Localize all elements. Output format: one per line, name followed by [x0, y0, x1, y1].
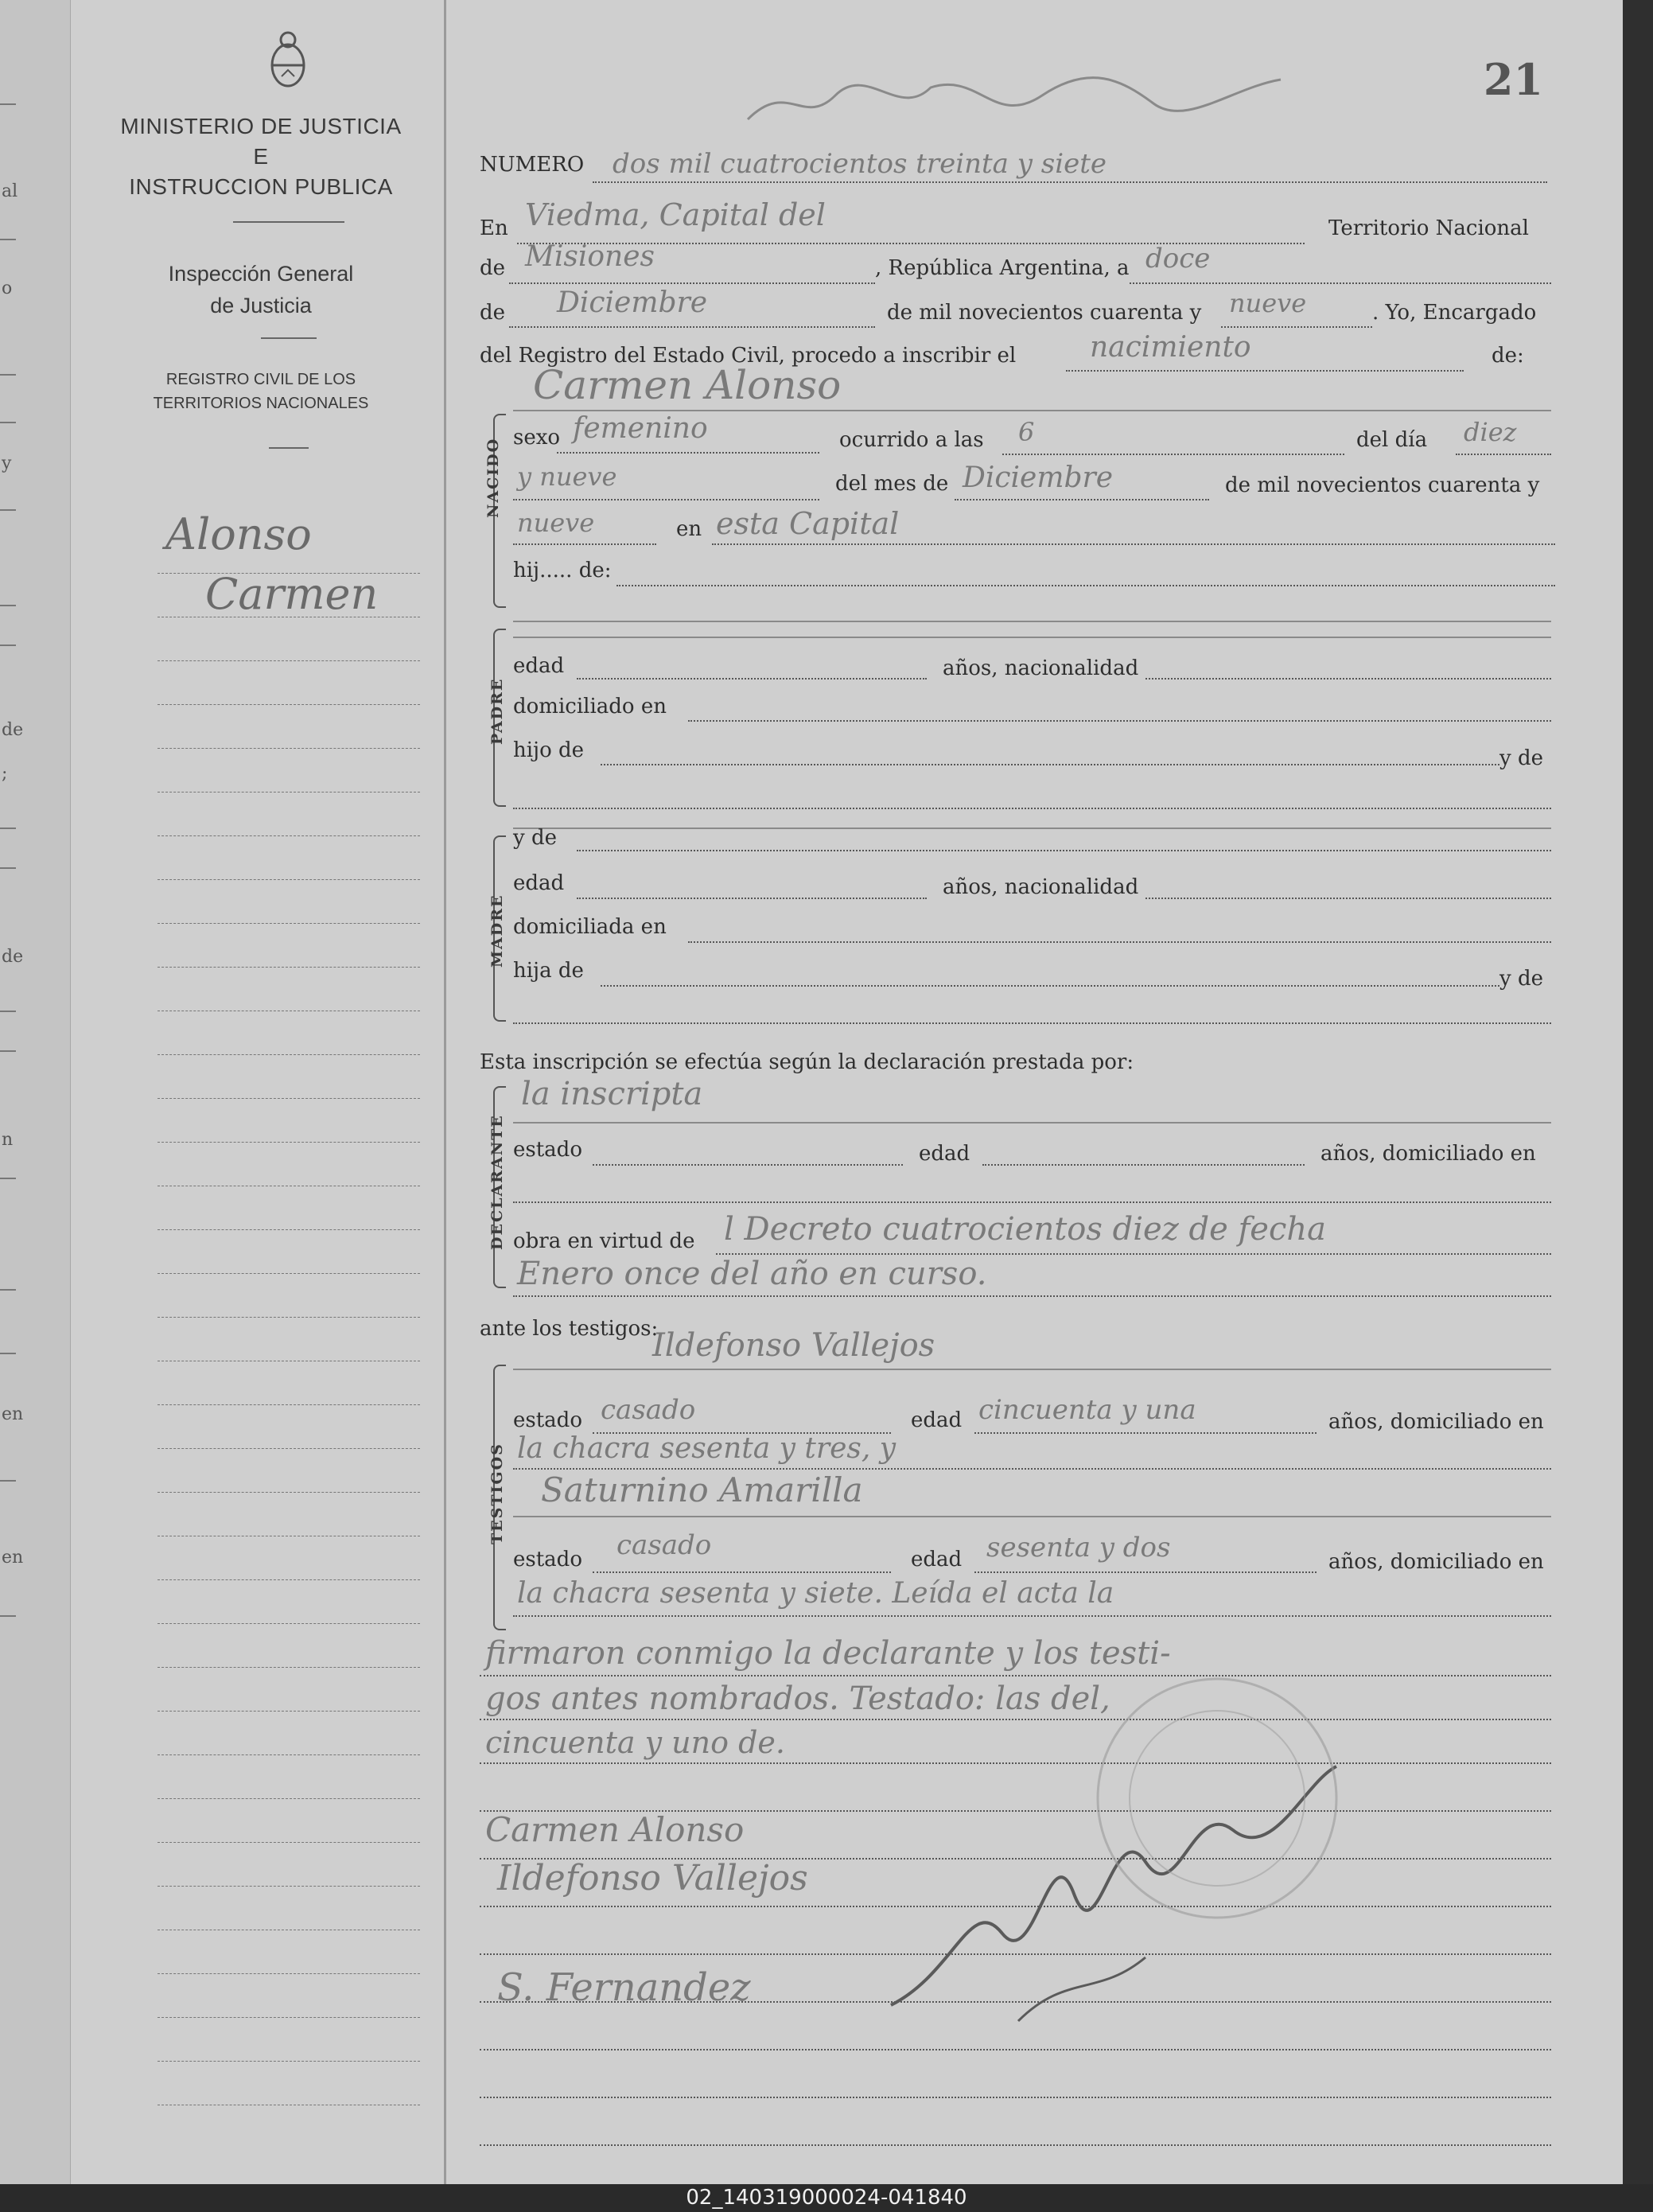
- mil-label: de mil novecientos cuarenta y: [1225, 473, 1540, 497]
- sexo-label: sexo: [513, 426, 561, 450]
- margin-given-name: Carmen: [205, 569, 379, 619]
- adjacent-page-fragment: en: [2, 1404, 24, 1424]
- t1-estado-value: casado: [601, 1394, 696, 1426]
- del-mes-label: del mes de: [835, 472, 949, 496]
- mes-value-nacido: Diciembre: [963, 461, 1114, 494]
- adjacent-page-fragment: n: [2, 1130, 14, 1150]
- lugar-value: esta Capital: [716, 506, 900, 541]
- declarante-anios-label: años, domiciliado en: [1320, 1142, 1536, 1166]
- republica-label: , República Argentina, a: [875, 256, 1130, 280]
- declaracion-label: Esta inscripción se efectúa según la declaración prestada por:: [480, 1050, 1134, 1074]
- hij-label: hij..... de:: [513, 559, 612, 582]
- hora-value: 6: [1018, 417, 1035, 447]
- adjacent-page-fragment: ;: [2, 764, 8, 784]
- padre-anios-label: años, nacionalidad: [943, 656, 1139, 680]
- madre-section-label: MADRE: [488, 894, 506, 968]
- madre-hija-label: hija de: [513, 959, 584, 983]
- adjacent-page-fragment: al: [2, 181, 18, 201]
- page-number: 21: [1483, 54, 1543, 105]
- signature-testigo-2: S. Fernandez: [497, 1965, 751, 2010]
- adjacent-page-strip: [0, 0, 71, 2184]
- ministry-title-2: INSTRUCCION PUBLICA: [129, 174, 393, 199]
- en-label: En: [480, 216, 508, 240]
- anio-value-nacido: nueve: [517, 508, 595, 538]
- t2-domicilio: la chacra sesenta y siete. Leída el acta la: [517, 1577, 1114, 1610]
- declarante-section-label: DECLARANTE: [488, 1114, 506, 1250]
- ministry-title-conjunction: E: [253, 144, 269, 169]
- t2-estado-value: casado: [616, 1529, 712, 1561]
- testigos-section-label: TESTIGOS: [488, 1443, 506, 1544]
- obra-label: obra en virtud de: [513, 1229, 695, 1253]
- declarante-edad-label: edad: [919, 1142, 970, 1166]
- adjacent-page-fragment: en: [2, 1548, 24, 1567]
- numero-value: dos mil cuatrocientos treinta y siete: [613, 148, 1107, 180]
- madre-y-de-label: y de: [513, 826, 557, 850]
- padre-section-label: PADRE: [488, 677, 506, 745]
- margin-surname: Alonso: [165, 509, 312, 559]
- scribble-mark: [740, 64, 1297, 135]
- padre-y-de-label: y de: [1499, 746, 1543, 770]
- en-label-nacido: en: [676, 517, 702, 541]
- anio-label: de mil novecientos cuarenta y: [887, 301, 1202, 325]
- padre-hijo-label: hijo de: [513, 738, 585, 762]
- anio-value: nueve: [1229, 288, 1307, 318]
- territorio-label: Territorio Nacional: [1328, 216, 1529, 240]
- inspection-title-2: de Justicia: [210, 294, 312, 317]
- del-dia-label: del día: [1356, 428, 1428, 452]
- t1-domicilio: la chacra sesenta y tres, y: [517, 1432, 897, 1465]
- numero-label: NUMERO: [480, 153, 585, 177]
- madre-anios-label: años, nacionalidad: [943, 875, 1139, 899]
- adjacent-page-fragment: de: [2, 947, 24, 967]
- registry-title: REGISTRO CIVIL DE LOS: [165, 371, 356, 388]
- official-seal-stamp: [1082, 1663, 1352, 1934]
- en-value: Viedma, Capital del: [525, 197, 826, 232]
- left-margin-column: [70, 0, 446, 2184]
- registro-label: del Registro del Estado Civil, procedo a inscribir el: [480, 344, 1017, 368]
- ministry-title: MINISTERIO DE JUSTICIA: [120, 114, 402, 138]
- declarante-value: la inscripta: [521, 1076, 703, 1112]
- testigo1-name: Ildefonso Vallejos: [652, 1327, 935, 1364]
- nacido-section-label: NACIDO: [484, 437, 502, 518]
- coat-of-arms-icon: [266, 30, 310, 89]
- t2-edad-label: edad: [911, 1548, 963, 1571]
- adjacent-page-fragment: y: [2, 454, 12, 473]
- dia-value-nacido: diez: [1464, 417, 1517, 447]
- t2-edad-value: sesenta y dos: [986, 1532, 1171, 1564]
- t2-estado-label: estado: [513, 1548, 582, 1571]
- yo-label: . Yo, Encargado: [1372, 301, 1537, 325]
- t1-anios-label: años, domiciliado en: [1328, 1410, 1544, 1434]
- closing-line-1: firmaron conmigo la declarante y los testi-: [485, 1635, 1171, 1672]
- image-id-footer: 02_140319000024-041840: [0, 2184, 1653, 2212]
- t1-edad-value: cincuenta y una: [978, 1394, 1196, 1426]
- closing-line-3: cincuenta y uno de.: [485, 1725, 785, 1760]
- de-label: de: [480, 256, 506, 280]
- signature-declarante: Carmen Alonso: [485, 1810, 745, 1849]
- de2-label: de: [480, 301, 506, 325]
- inspection-title: Inspección General: [168, 262, 354, 286]
- t1-estado-label: estado: [513, 1408, 582, 1432]
- ocurrido-label: ocurrido a las: [839, 428, 984, 452]
- mes-value: Diciembre: [557, 286, 708, 319]
- de-value: Misiones: [525, 240, 655, 273]
- madre-domicilio-label: domiciliada en: [513, 915, 667, 939]
- ante-testigos-label: ante los testigos:: [480, 1317, 659, 1341]
- t2-anios-label: años, domiciliado en: [1328, 1550, 1544, 1574]
- madre-y-de-label-2: y de: [1499, 967, 1543, 991]
- dia-value-2: y nueve: [517, 461, 617, 492]
- padre-domicilio-label: domiciliado en: [513, 695, 667, 719]
- registry-title-2: TERRITORIOS NACIONALES: [153, 395, 369, 412]
- adjacent-page-fragment: o: [2, 278, 13, 298]
- dia-value: doce: [1145, 243, 1211, 275]
- t1-edad-label: edad: [911, 1408, 963, 1432]
- madre-edad-label: edad: [513, 871, 565, 895]
- obra-value-2: Enero once del año en curso.: [517, 1256, 987, 1292]
- sexo-value: femenino: [573, 412, 708, 445]
- padre-edad-label: edad: [513, 654, 565, 678]
- adjacent-page-fragment: de: [2, 720, 24, 740]
- signature-testigo-1: Ildefonso Vallejos: [497, 1858, 808, 1899]
- closing-line-2: gos antes nombrados. Testado: las del,: [485, 1680, 1110, 1717]
- declarante-estado-label: estado: [513, 1138, 582, 1162]
- registrant-name: Carmen Alonso: [533, 362, 842, 408]
- acto-value: nacimiento: [1090, 331, 1251, 364]
- obra-value: l Decreto cuatrocientos diez de fecha: [724, 1211, 1326, 1248]
- testigo2-name: Saturnino Amarilla: [541, 1470, 863, 1509]
- de3-label: de:: [1492, 344, 1524, 368]
